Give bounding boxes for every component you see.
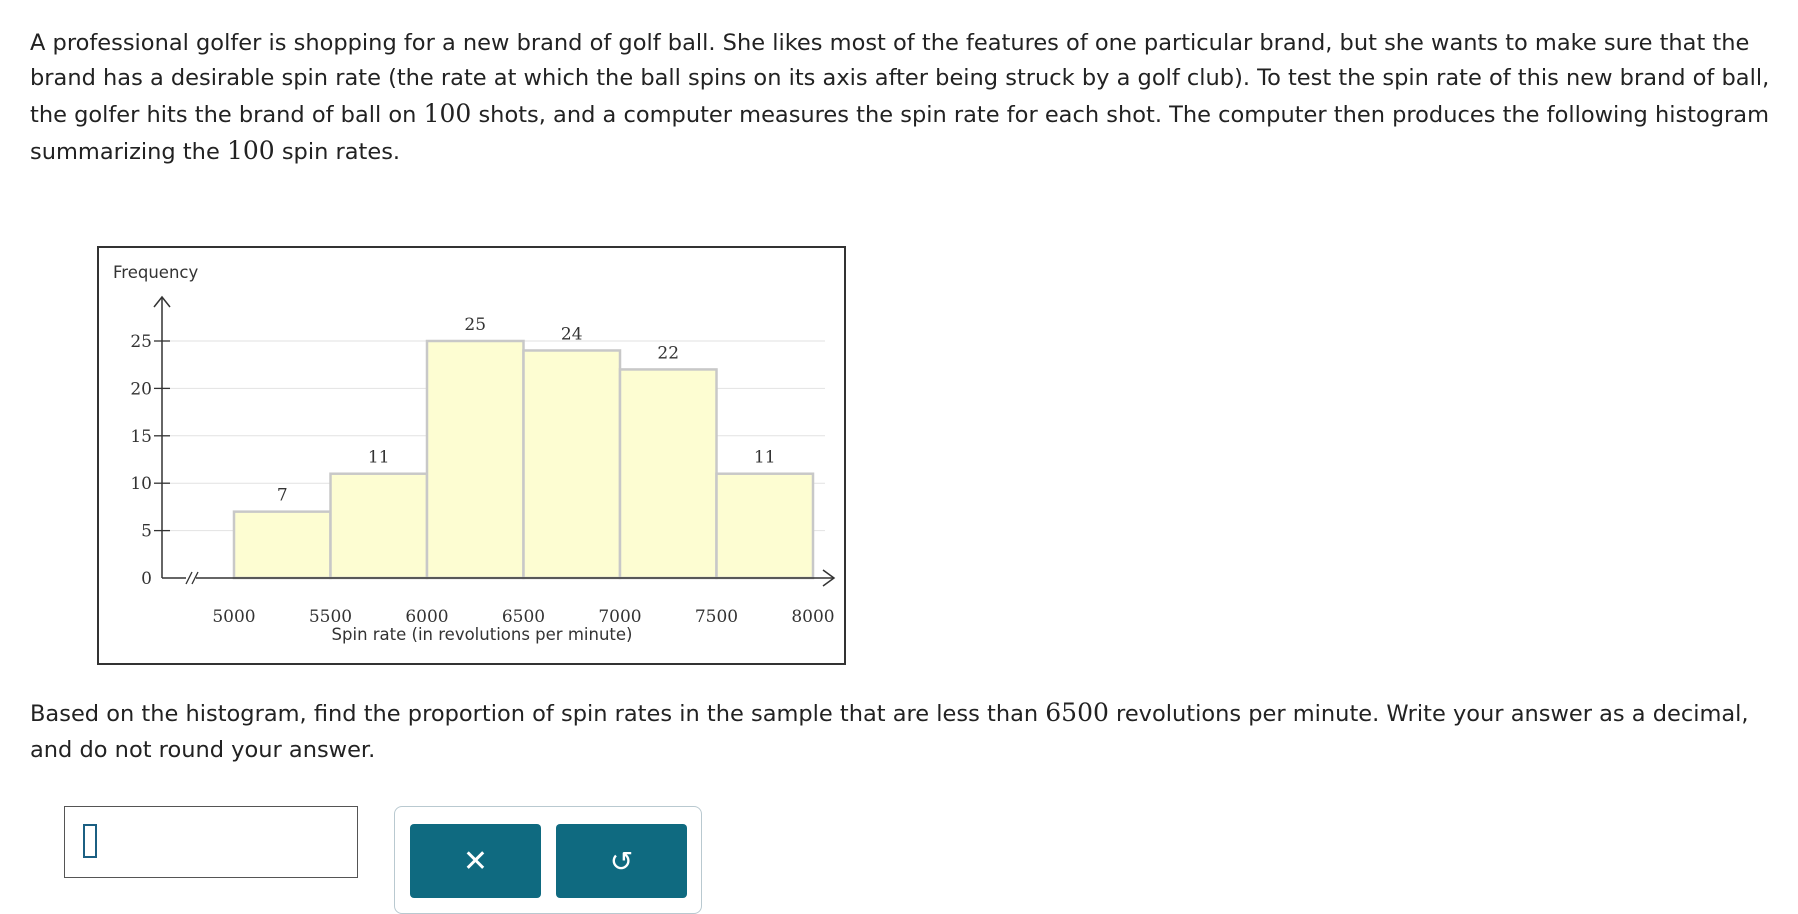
bar-value-label: 25: [464, 315, 487, 335]
question-statement: [30, 695, 1770, 768]
question-text-2: revolutions per minute. Write your answer as a decimal, and do not round your answer.: [30, 701, 1749, 763]
x-tick-label: 7500: [694, 607, 739, 627]
y-tick-label: 20: [130, 379, 152, 400]
y-tick-label: 5: [141, 521, 152, 542]
problem-text-3: spin rates.: [274, 139, 401, 165]
bar-value-label: 24: [560, 324, 583, 345]
clear-button[interactable]: [410, 824, 541, 898]
shot-count: 100: [423, 99, 472, 128]
problem-text-1: A professional golfer is shopping for a new brand of golf ball. She likes most of the features of one particular brand, but she wants to make sure that the brand has a desirable spin rate (the rate at which the ball spins on its axis after being struck by a golf club). To test the spin rate of this new brand of ball, the golfer hits the brand of ball on: [30, 30, 1770, 128]
bar-value-label: 11: [367, 447, 390, 468]
undo-button[interactable]: [556, 824, 687, 898]
x-tick-label: 5500: [308, 607, 353, 627]
histogram-panel: [97, 246, 846, 665]
x-tick-label: 7000: [598, 607, 642, 627]
bar-value-label: 22: [657, 343, 680, 364]
y-axis-title: Frequency: [113, 263, 199, 282]
bar-value-label: 7: [276, 485, 288, 506]
x-axis-title: Spin rate (in revolutions per minute): [331, 625, 633, 644]
problem-text-2: shots, and a computer measures the spin rate for each shot. The computer then produces the following histogram summarizing the: [30, 102, 1770, 165]
x-tick-label: 6500: [501, 607, 546, 627]
histogram-bar: [717, 474, 814, 578]
x-tick-label: 8000: [791, 607, 835, 627]
histogram: [99, 248, 844, 663]
spin-rate-count: 100: [226, 136, 275, 165]
y-tick-label: 0: [141, 569, 152, 589]
question-text-1: Based on the histogram, find the proportion of spin rates in the sample that are less than: [30, 701, 1046, 727]
y-tick-label: 10: [130, 474, 152, 495]
x-tick-label: 5000: [212, 607, 256, 627]
histogram-bar: [234, 512, 331, 578]
threshold-value: 6500: [1045, 698, 1109, 727]
histogram-bar: [620, 369, 717, 578]
undo-icon: ↺: [609, 844, 634, 878]
axis-break-mark-icon: [186, 572, 192, 584]
x-tick-label: 6000: [405, 607, 449, 627]
histogram-bar: [331, 474, 428, 578]
histogram-bar: [427, 341, 524, 578]
y-tick-label: 15: [130, 426, 152, 447]
y-tick-label: 25: [130, 332, 152, 352]
bar-value-label: 11: [753, 447, 776, 468]
histogram-bar: [524, 350, 621, 578]
answer-input-box[interactable]: [64, 806, 358, 878]
answer-input[interactable]: [65, 807, 357, 877]
problem-statement: [30, 26, 1770, 170]
answer-tools-panel: [394, 806, 702, 914]
close-icon: ✕: [462, 843, 489, 879]
